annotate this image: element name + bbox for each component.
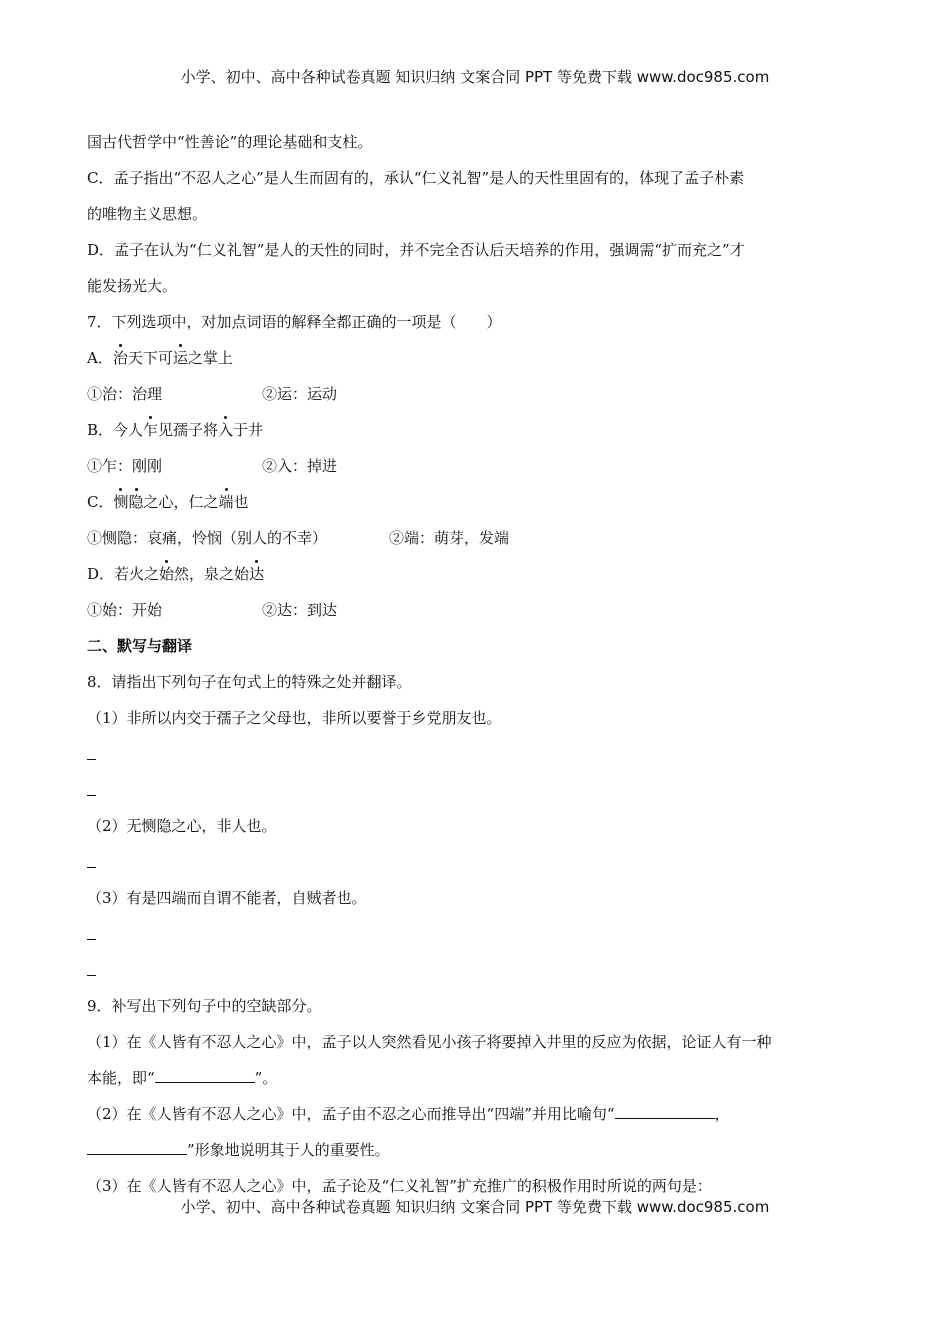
q9-item-2-line-2: ”形象地说明其于人的重要性。 (87, 1140, 852, 1160)
q7-option-d: D．若火之始然，泉之始达 (87, 565, 265, 583)
fill-blank[interactable] (155, 1068, 255, 1083)
q8-sentence-3: （3）有是四端而自谓不能者，自贼者也。 (87, 889, 367, 907)
q9-item-1-line-1: （1）在《人皆有不忍人之心》中，孟子以人突然看见小孩子将要掉入井里的反应为依据，论证人有一种 (87, 1033, 772, 1051)
q7-option-a: A．治天下可运之掌上 (87, 349, 233, 367)
q7-option-b: B．今人乍见孺子将入于井 (87, 421, 264, 439)
dotted-char: 达 (249, 565, 265, 583)
q8-sentence-2: （2）无恻隐之心，非人也。 (87, 817, 277, 835)
answer-line[interactable] (87, 960, 96, 980)
dotted-char: 始 (159, 565, 175, 583)
question-8-stem: 8．请指出下列句子在句式上的特殊之处并翻译。 (87, 673, 412, 691)
option-c-line-2: 的唯物主义思想。 (87, 205, 208, 223)
dotted-char: 入 (218, 421, 234, 439)
dotted-char: 端 (218, 493, 234, 511)
dotted-char: 治 (112, 349, 128, 367)
header-banner: 小学、初中、高中各种试卷真题 知识归纳 文案合同 PPT 等免费下载 www.doc985.com (180, 68, 770, 86)
text-line: 国古代哲学中“性善论”的理论基础和支柱。 (87, 133, 373, 151)
section-heading: 二、默写与翻译 (87, 637, 193, 655)
dotted-char: 隐 (128, 493, 144, 511)
answer-line[interactable] (87, 924, 96, 944)
q7-option-b-explanations: ①乍：刚刚 ②入：掉进 (87, 457, 338, 475)
footer-banner: 小学、初中、高中各种试卷真题 知识归纳 文案合同 PPT 等免费下载 www.doc985.com (180, 1198, 770, 1216)
answer-line[interactable] (87, 780, 96, 800)
q7-option-c-explanations: ①恻隐：哀痛，怜悯（别人的不幸） ②端：萌芽，发端 (87, 529, 510, 547)
q7-option-c: C．恻隐之心，仁之端也 (87, 493, 249, 511)
dotted-char: 运 (172, 349, 188, 367)
answer-line[interactable] (87, 744, 96, 764)
q8-sentence-1: （1）非所以内交于孺子之父母也，非所以要誉于乡党朋友也。 (87, 709, 502, 727)
q7-option-a-explanations: ①治：治理 ②运：运动 (87, 385, 338, 403)
q9-item-1-line-2: 本能，即“ ”。 (87, 1069, 278, 1087)
q9-item-3-line-1: （3）在《人皆有不忍人之心》中，孟子论及“仁义礼智”扩充推广的积极作用时所说的两句是： (87, 1177, 712, 1195)
option-c-line-1: C．孟子指出“不忍人之心”是人生而固有的，承认“仁义礼智”是人的天性里固有的，体现了孟子朴素 (87, 169, 745, 187)
question-7-stem: 7．下列选项中，对加点词语的解释全都正确的一项是（ ） (87, 313, 502, 331)
option-d-line-1: D．孟子在认为“仁义礼智”是人的天性的同时，并不完全否认后天培养的作用，强调需“扩而充之”才 (87, 241, 745, 259)
q7-option-d-explanations: ①始：开始 ②达：到达 (87, 601, 338, 619)
question-9-stem: 9．补写出下列句子中的空缺部分。 (87, 997, 322, 1015)
answer-line[interactable] (87, 852, 96, 872)
dotted-char: 恻 (113, 493, 129, 511)
dotted-char: 乍 (143, 421, 159, 439)
q9-item-2-line-1: （2）在《人皆有不忍人之心》中，孟子由不忍之心而推导出“四端”并用比喻句“ ， (87, 1105, 730, 1123)
fill-blank[interactable] (87, 1140, 187, 1155)
document-body (87, 132, 852, 1212)
option-d-line-2: 能发扬光大。 (87, 277, 178, 295)
fill-blank[interactable] (615, 1104, 715, 1119)
